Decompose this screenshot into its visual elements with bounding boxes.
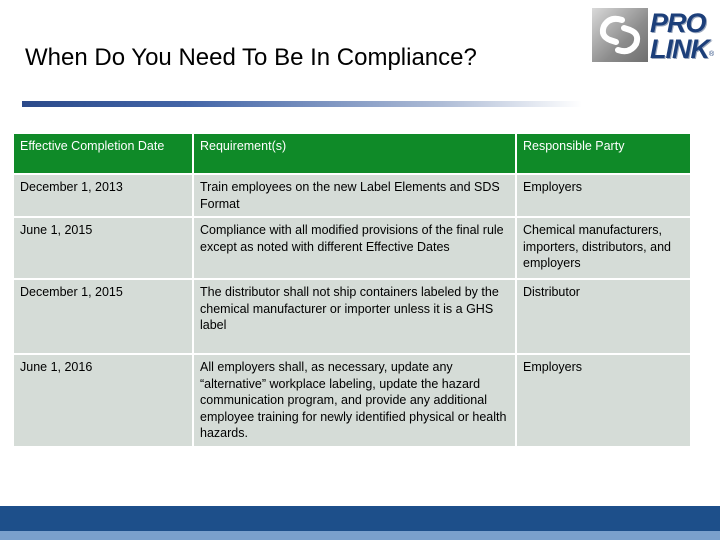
cell-requirement: Compliance with all modified provisions of the final rule except as noted with different Effective Dates [193,217,516,279]
cell-date: June 1, 2016 [13,354,193,447]
table-row [13,354,691,447]
cell-party: Distributor [516,279,691,354]
prolink-logo [590,4,718,66]
cell-date: December 1, 2013 [13,174,193,217]
header-responsible-party: Responsible Party [516,133,691,174]
header-requirements: Requirement(s) [193,133,516,174]
cell-party: Employers [516,174,691,217]
slide-title: When Do You Need To Be In Compliance? [25,44,477,71]
cell-party: Chemical manufacturers, importers, distributors, and employers [516,217,691,279]
logo-registered-mark: ® [709,51,715,58]
table-row [13,217,691,279]
cell-requirement: Train employees on the new Label Elements and SDS Format [193,174,516,217]
chain-link-icon [592,8,648,62]
footer-strip [0,531,720,540]
cell-date: June 1, 2015 [13,217,193,279]
table-row [13,279,691,354]
table-header-row [13,133,691,174]
cell-requirement: The distributor shall not ship containers labeled by the chemical manufacturer or importer unless it is a GHS label [193,279,516,354]
cell-party: Employers [516,354,691,447]
title-underline [22,101,582,107]
logo-word-pro: PRO [650,8,706,38]
logo-word-link: LINK [650,34,709,64]
footer-bar [0,506,720,531]
table-row [13,174,691,217]
compliance-table [12,132,692,448]
cell-requirement: All employers shall, as necessary, update any “alternative” workplace labeling, update the hazard communication program, and provide any additional employee training for newly identified physical or health hazards. [193,354,516,447]
header-effective-date: Effective Completion Date [13,133,193,174]
cell-date: December 1, 2015 [13,279,193,354]
